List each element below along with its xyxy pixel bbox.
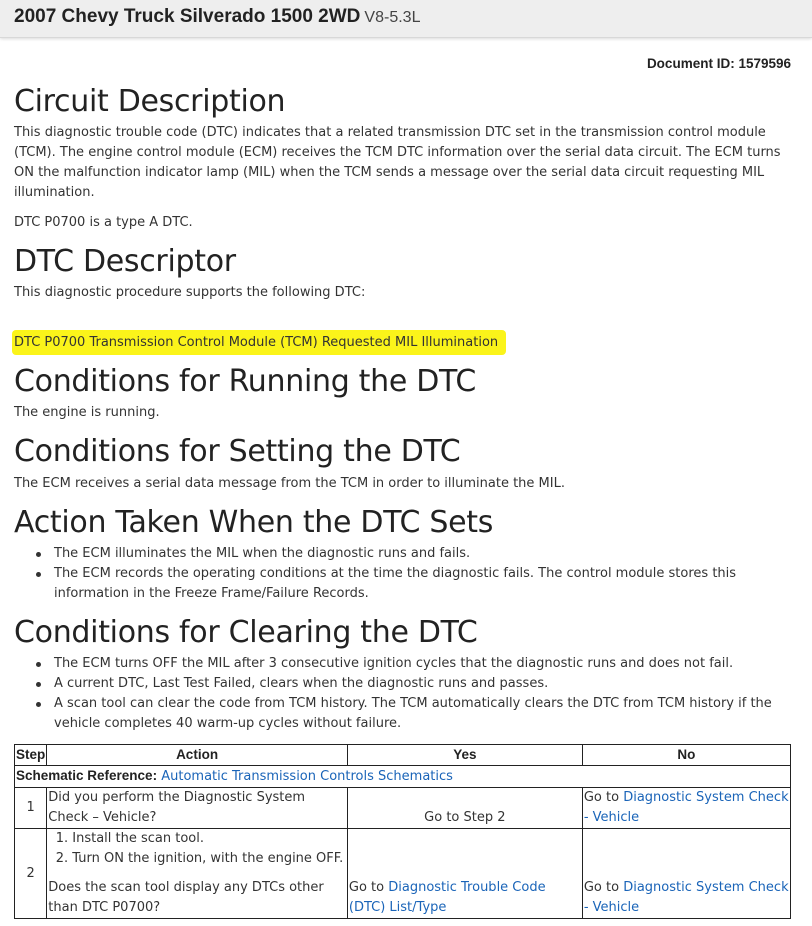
table-row <box>15 829 791 919</box>
list-item: The ECM illuminates the MIL when the diagnostic runs and fails. <box>14 544 794 564</box>
dtc-list-type-link[interactable]: Diagnostic Trouble Code (DTC) List/Type <box>348 880 546 915</box>
schematic-reference-cell <box>15 766 791 788</box>
column-header-no: No <box>582 745 790 766</box>
diagnostic-system-check-link[interactable]: Diagnostic System Check - Vehicle <box>583 880 789 915</box>
step-question: Does the scan tool display any DTCs other than DTC P0700? <box>48 880 324 915</box>
list-item: A current DTC, Last Test Failed, clears when the diagnostic runs and passes. <box>14 674 794 694</box>
dtc-descriptor-body: This diagnostic procedure supports the following DTC: <box>14 285 366 300</box>
substep-list <box>48 829 346 869</box>
column-header-yes: Yes <box>347 745 582 766</box>
step-yes <box>347 829 582 919</box>
column-header-action: Action <box>47 745 348 766</box>
step-number: 2 <box>15 829 47 919</box>
step-action <box>47 829 348 919</box>
action-taken-heading: Action Taken When the DTC Sets <box>14 505 494 540</box>
no-prefix: Go to <box>583 880 620 895</box>
conditions-clearing-heading: Conditions for Clearing the DTC <box>14 615 478 650</box>
step-yes: Go to Step 2 <box>347 788 582 829</box>
diagnostic-system-check-link[interactable]: Diagnostic System Check - Vehicle <box>583 790 789 825</box>
dtc-descriptor-highlight-line <box>14 333 799 353</box>
list-item: The ECM turns OFF the MIL after 3 consecutive ignition cycles that the diagnostic runs and does not fail. <box>14 654 794 674</box>
list-item: The ECM records the operating conditions at the time the diagnostic fails. The control module stores this information in the Freeze Frame/Failure Records. <box>14 564 794 604</box>
substep-item: 2. Turn ON the ignition, with the engine OFF. <box>72 849 346 869</box>
schematic-reference-label: Schematic Reference: <box>16 768 158 783</box>
step-action: Did you perform the Diagnostic System Check – Vehicle? <box>47 788 348 829</box>
no-prefix: Go to <box>583 790 620 805</box>
schematic-reference-link[interactable]: Automatic Transmission Controls Schematics <box>161 769 453 784</box>
yes-prefix: Go to <box>348 880 385 895</box>
vehicle-title <box>14 6 420 28</box>
dtc-descriptor-heading: DTC Descriptor <box>14 244 236 279</box>
column-header-step: Step <box>15 745 47 766</box>
conditions-setting-body: The ECM receives a serial data message from the TCM in order to illuminate the MIL. <box>14 476 565 491</box>
conditions-running-heading: Conditions for Running the DTC <box>14 364 476 399</box>
conditions-setting-heading: Conditions for Setting the DTC <box>14 434 461 469</box>
action-taken-list <box>14 544 794 604</box>
step-number: 1 <box>15 788 47 829</box>
document-id: Document ID: 1579596 <box>646 56 791 71</box>
circuit-description-heading: Circuit Description <box>14 84 286 119</box>
list-item: A scan tool can clear the code from TCM history. The TCM automatically clears the DTC from TCM history if the vehicle completes 40 warm-up cycles without failure. <box>14 694 794 734</box>
conditions-running-body: The engine is running. <box>14 405 160 420</box>
dtc-type-note: DTC P0700 is a type A DTC. <box>14 215 193 230</box>
substep-item: 1. Install the scan tool. <box>72 829 346 849</box>
diagnostic-steps-table <box>14 744 791 919</box>
step-no <box>582 788 790 829</box>
dtc-descriptor-highlight: DTC P0700 Transmission Control Module (TCM) Requested MIL Illumination <box>12 330 506 355</box>
conditions-clearing-list <box>14 654 794 734</box>
table-row <box>15 788 791 829</box>
circuit-description-body: This diagnostic trouble code (DTC) indicates that a related transmission DTC set in the transmission control module (TCM). The engine control module (ECM) receives the TCM DTC information over the serial data circuit. The ECM turns ON the malfunction indicator lamp (MIL) when the TCM sends a message over the serial data circuit requesting MIL illumination. <box>14 125 781 200</box>
vehicle-header <box>0 0 812 38</box>
schematic-reference-row <box>15 766 791 788</box>
table-header-row <box>15 745 791 766</box>
vehicle-model: 2007 Chevy Truck Silverado 1500 2WD <box>14 6 361 27</box>
step-no <box>582 829 790 919</box>
vehicle-engine: V8-5.3L <box>364 9 421 26</box>
